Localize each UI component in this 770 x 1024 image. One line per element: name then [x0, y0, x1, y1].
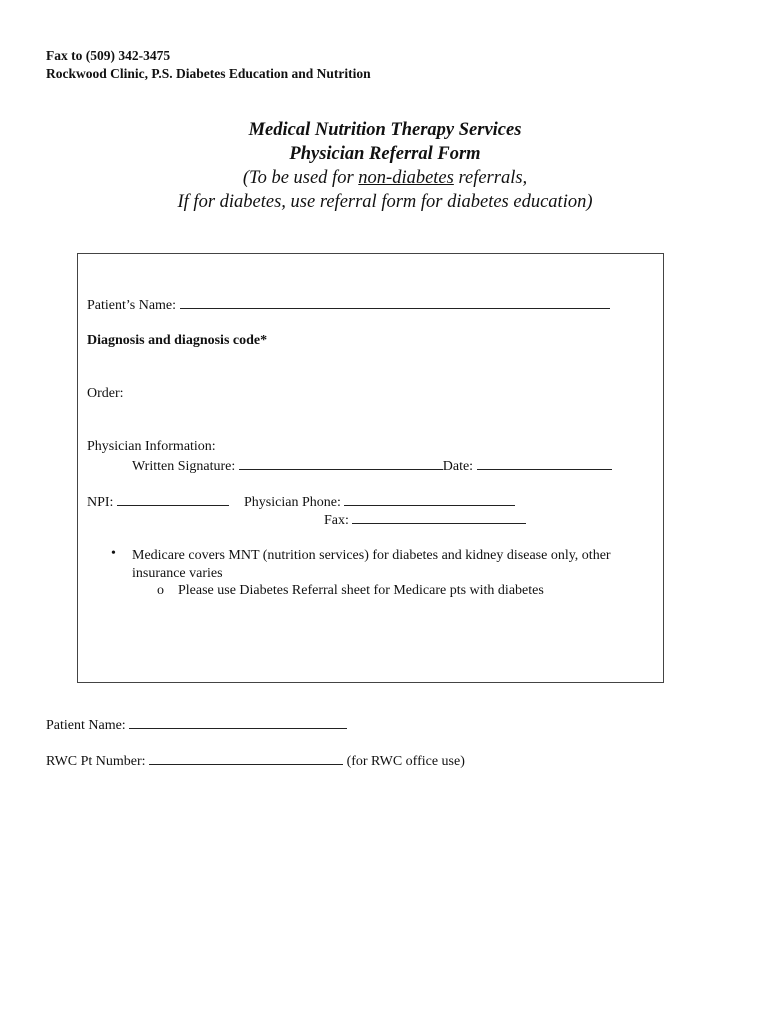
fax-number: Fax to (509) 342-3475 [46, 48, 171, 63]
written-signature-label: Written Signature: [132, 459, 236, 474]
form-title [0, 118, 770, 214]
title-non-diabetes: non-diabetes [358, 168, 454, 188]
date-field[interactable] [477, 456, 612, 470]
clinic-name: Rockwood Clinic, P.S. Diabetes Education and Nutrition [46, 66, 371, 81]
date-label: Date: [442, 459, 474, 474]
title-line-1: Medical Nutrition Therapy Services [248, 120, 522, 140]
patients-name-row [87, 295, 610, 315]
footer-patient-name-field[interactable] [129, 715, 347, 729]
physician-phone-field[interactable] [344, 492, 515, 506]
sub-bullet-marker: o [157, 583, 164, 598]
title-line-3 [0, 166, 770, 190]
bullet-line-2: insurance varies [132, 566, 223, 581]
physician-phone-row [244, 492, 515, 512]
rwc-pt-number-label: RWC Pt Number: [46, 754, 146, 769]
bullet-dot: • [111, 546, 116, 561]
physician-info-label: Physician Information: [87, 439, 216, 454]
title-line-3-pre: (To be used for [242, 168, 359, 188]
title-line-4: If for diabetes, use referral form for diabetes education) [177, 192, 593, 212]
fax-field[interactable] [352, 510, 526, 524]
npi-row [87, 492, 229, 512]
physician-phone-label: Physician Phone: [244, 495, 341, 510]
order-label: Order: [87, 386, 124, 401]
rwc-pt-number-row [46, 751, 465, 771]
sub-bullet-text: Please use Diabetes Referral sheet for Medicare pts with diabetes [178, 583, 544, 598]
footer-patient-name-label: Patient Name: [46, 718, 126, 733]
title-line-2: Physician Referral Form [289, 144, 481, 164]
footer-patient-name-row [46, 715, 347, 735]
fax-label: Fax: [324, 513, 349, 528]
npi-field[interactable] [117, 492, 229, 506]
npi-label: NPI: [87, 495, 114, 510]
fax-header [46, 47, 371, 83]
rwc-pt-number-field[interactable] [149, 751, 343, 765]
signature-row [132, 456, 612, 476]
rwc-office-note: (for RWC office use) [346, 754, 465, 769]
patients-name-label: Patient’s Name: [87, 298, 177, 313]
title-line-3-post: referrals, [453, 168, 528, 188]
patients-name-field[interactable] [180, 295, 610, 309]
written-signature-field[interactable] [239, 456, 443, 470]
fax-row [324, 510, 526, 530]
diagnosis-label: Diagnosis and diagnosis code* [87, 333, 268, 348]
bullet-line-1: Medicare covers MNT (nutrition services) for diabetes and kidney disease only, other [132, 548, 611, 563]
